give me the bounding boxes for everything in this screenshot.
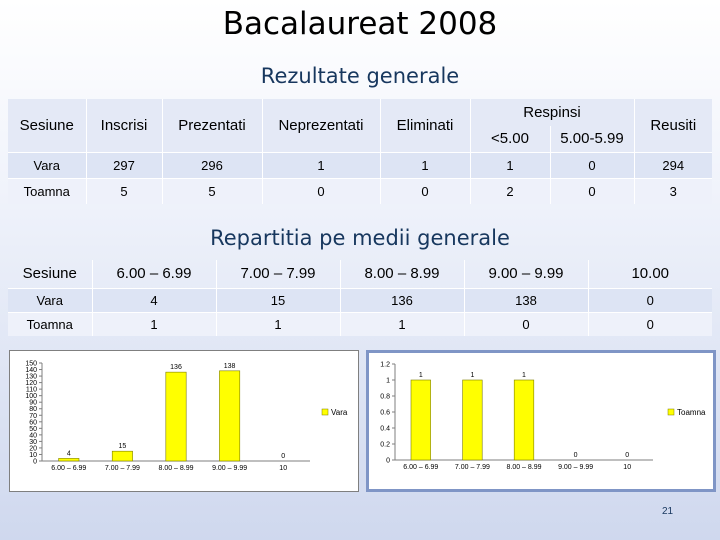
cell-eliminati: 0	[380, 178, 470, 204]
y-tick-label: 20	[29, 445, 37, 453]
header-range-6: 6.00 – 6.99	[92, 260, 216, 288]
cell-respinsi-5-599: 0	[550, 178, 634, 204]
y-tick-label: 0.2	[380, 441, 390, 449]
chart-vara	[9, 350, 359, 492]
cell-value: 4	[92, 288, 216, 312]
cell-sesiune: Vara	[8, 152, 86, 178]
cell-inscrisi: 297	[86, 152, 162, 178]
cell-value: 0	[588, 312, 712, 336]
cell-value: 138	[464, 288, 588, 312]
data-label: 0	[573, 452, 578, 459]
cell-neprezentati: 1	[262, 152, 380, 178]
y-tick-label: 70	[29, 412, 37, 420]
x-tick-label: 8.00 – 8.99	[158, 465, 194, 472]
y-tick-label: 0.6	[380, 409, 390, 417]
header-respinsi-5-599: 5.00-5.99	[550, 126, 634, 152]
data-label: 15	[118, 443, 127, 451]
data-label: 0	[281, 453, 286, 460]
cell-value: 0	[588, 288, 712, 312]
legend-label: Vara	[331, 408, 348, 417]
x-tick-label: 9.00 – 9.99	[558, 464, 594, 471]
bar	[59, 458, 79, 461]
cell-respinsi-lt5: 1	[470, 152, 550, 178]
header-respinsi-lt5: <5.00	[470, 126, 550, 152]
cell-sesiune: Toamna	[8, 178, 86, 204]
y-tick-label: 30	[29, 438, 37, 446]
header-range-9: 9.00 – 9.99	[464, 260, 588, 288]
y-tick-label: 130	[25, 373, 37, 381]
chart-vara-svg	[10, 351, 360, 493]
data-label: 1	[470, 372, 475, 379]
bar	[514, 380, 534, 460]
bar	[219, 371, 239, 461]
cell-value: 1	[340, 312, 464, 336]
y-tick-label: 60	[29, 419, 37, 427]
cell-reusiti: 3	[634, 178, 712, 204]
cell-inscrisi: 5	[86, 178, 162, 204]
y-tick-label: 10	[29, 451, 37, 459]
table-row	[8, 312, 712, 336]
data-label: 4	[66, 450, 71, 458]
table-row	[8, 152, 712, 178]
distribution-table	[8, 260, 712, 336]
cell-prezentati: 5	[162, 178, 262, 204]
legend-label: Toamna	[677, 408, 706, 417]
bar	[411, 380, 431, 460]
cell-neprezentati: 0	[262, 178, 380, 204]
x-tick-label: 10	[623, 464, 632, 471]
table-row	[8, 178, 712, 204]
bar	[463, 380, 483, 460]
data-label: 1	[418, 372, 423, 379]
section-title-distribution: Repartitia pe medii generale	[210, 226, 510, 250]
cell-prezentati: 296	[162, 152, 262, 178]
y-tick-label: 1	[386, 377, 390, 385]
x-tick-label: 7.00 – 7.99	[104, 465, 140, 472]
legend-swatch	[322, 409, 328, 415]
header-inscrisi: Inscrisi	[86, 99, 162, 152]
cell-sesiune: Vara	[8, 288, 92, 312]
bar	[112, 451, 132, 461]
header-range-7: 7.00 – 7.99	[216, 260, 340, 288]
cell-respinsi-5-599: 0	[550, 152, 634, 178]
x-tick-label: 6.00 – 6.99	[403, 464, 439, 471]
x-tick-label: 10	[279, 465, 288, 472]
section-title-results: Rezultate generale	[260, 64, 460, 88]
x-tick-label: 7.00 – 7.99	[454, 464, 490, 471]
cell-value: 0	[464, 312, 588, 336]
data-label: 1	[522, 372, 526, 379]
cell-reusiti: 294	[634, 152, 712, 178]
results-table	[8, 99, 712, 204]
y-tick-label: 1.2	[380, 361, 390, 369]
cell-value: 136	[340, 288, 464, 312]
x-tick-label: 8.00 – 8.99	[506, 464, 542, 471]
y-tick-label: 150	[25, 360, 37, 368]
y-tick-label: 110	[25, 386, 37, 394]
data-label: 138	[223, 362, 236, 370]
y-tick-label: 100	[25, 393, 37, 401]
y-tick-label: 0	[33, 458, 37, 466]
header-prezentati: Prezentati	[162, 99, 262, 152]
bar	[166, 372, 186, 461]
x-tick-label: 6.00 – 6.99	[51, 465, 87, 472]
y-tick-label: 140	[25, 367, 37, 375]
data-label: 0	[625, 452, 630, 459]
y-tick-label: 40	[29, 432, 37, 440]
header-respinsi: Respinsi	[470, 99, 634, 126]
header-neprezentati: Neprezentati	[262, 99, 380, 152]
cell-respinsi-lt5: 2	[470, 178, 550, 204]
cell-sesiune: Toamna	[8, 312, 92, 336]
header-range-8: 8.00 – 8.99	[340, 260, 464, 288]
header-range-10: 10.00	[588, 260, 712, 288]
x-tick-label: 9.00 – 9.99	[212, 465, 248, 472]
legend-swatch	[668, 409, 674, 415]
chart-toamna-svg	[369, 353, 713, 489]
y-tick-label: 0.4	[380, 425, 390, 433]
cell-value: 1	[92, 312, 216, 336]
header-sesiune: Sesiune	[22, 265, 77, 283]
page-number: 21	[662, 506, 674, 517]
y-tick-label: 90	[29, 399, 37, 407]
cell-value: 1	[216, 312, 340, 336]
cell-value: 15	[216, 288, 340, 312]
y-tick-label: 50	[29, 425, 37, 433]
slide-title: Bacalaureat 2008	[222, 6, 498, 42]
chart-toamna	[366, 350, 716, 492]
data-label: 136	[170, 364, 182, 372]
header-sesiune: Sesiune	[19, 116, 74, 134]
cell-eliminati: 1	[380, 152, 470, 178]
y-tick-label: 0.8	[380, 393, 390, 401]
header-eliminati: Eliminati	[380, 99, 470, 152]
header-reusiti: Reusiti	[634, 99, 712, 152]
y-tick-label: 0	[386, 457, 390, 465]
y-tick-label: 120	[25, 380, 37, 388]
table-row	[8, 288, 712, 312]
y-tick-label: 80	[29, 406, 37, 414]
